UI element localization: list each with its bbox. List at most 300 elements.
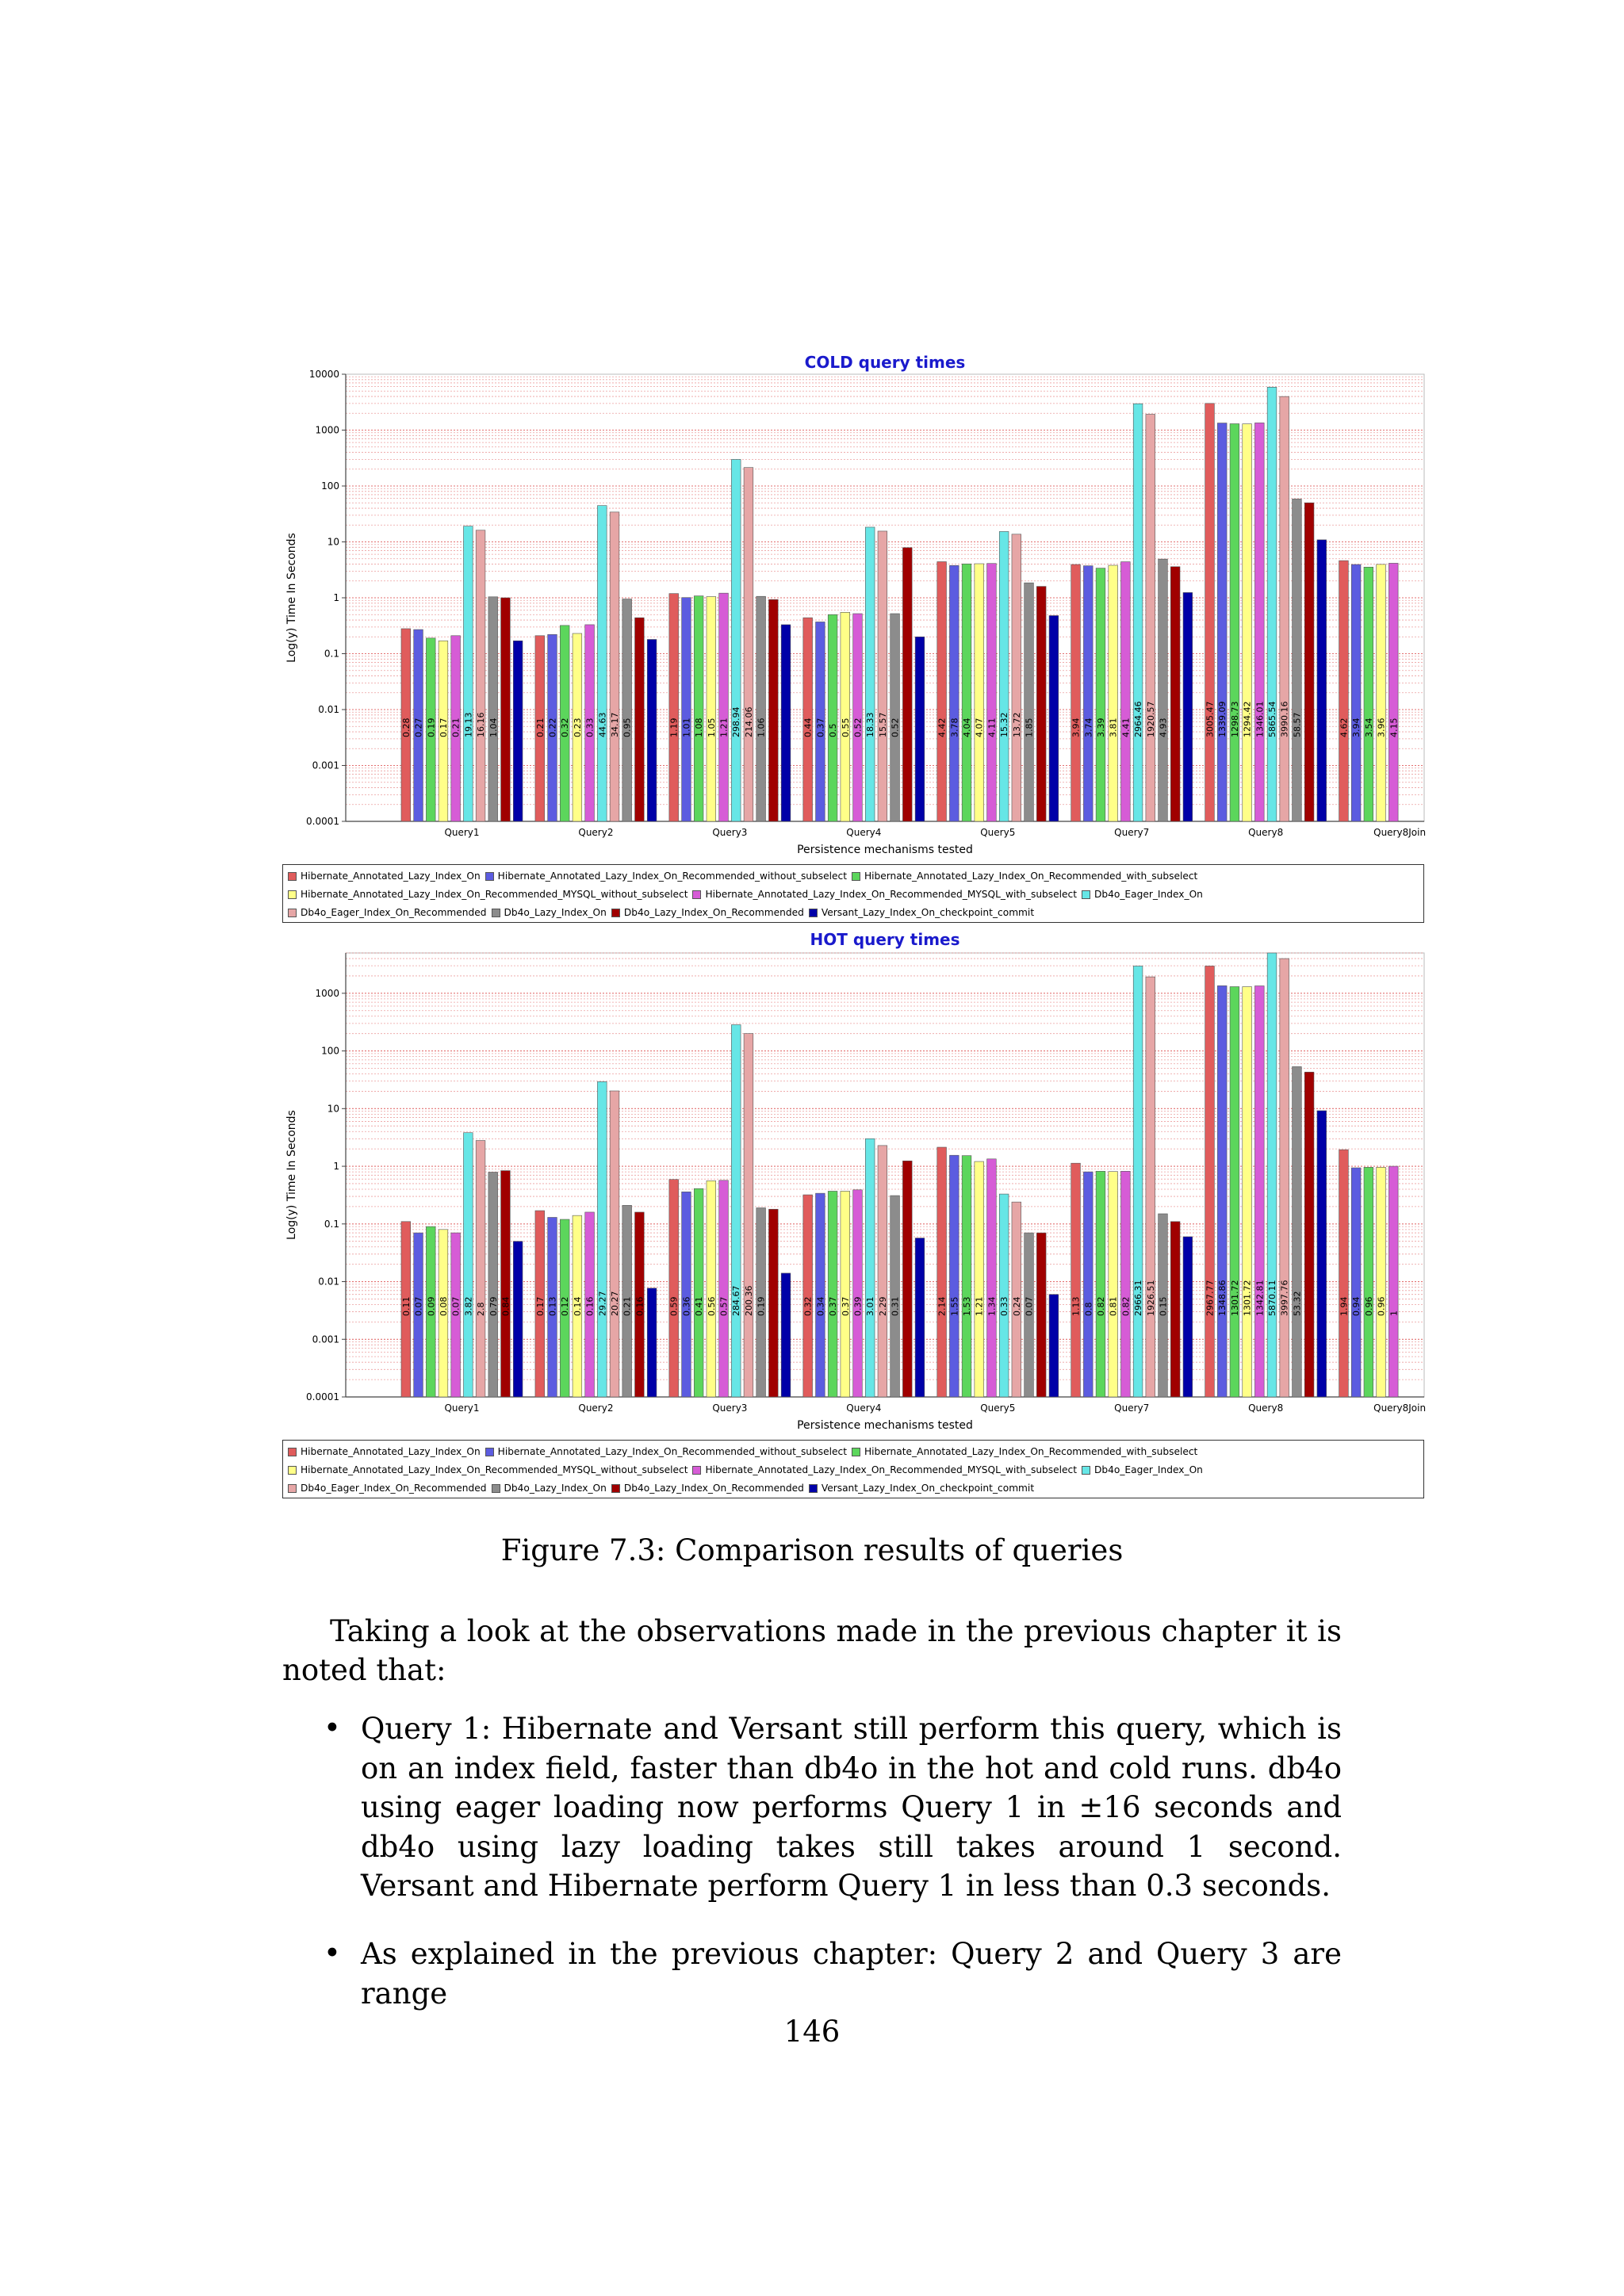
bar <box>1280 959 1289 1397</box>
legend-swatch <box>492 1484 500 1493</box>
data-label: 1339.09 <box>1217 701 1228 737</box>
bar <box>1364 567 1373 821</box>
y-tick-label: 10000 <box>308 369 339 380</box>
legend-label: Db4o_Lazy_Index_On_Recommended <box>623 907 804 918</box>
data-label: 0.59 <box>668 1296 680 1316</box>
data-label: 0.08 <box>438 1296 449 1316</box>
y-tick-label: 1000 <box>315 987 339 999</box>
bar <box>707 597 716 821</box>
bar <box>669 594 679 821</box>
legend-label: Db4o_Eager_Index_On <box>1094 889 1203 900</box>
data-label: 0.21 <box>622 1296 633 1316</box>
data-label: 2964.46 <box>1133 701 1144 737</box>
data-label: 0.94 <box>1351 1296 1362 1316</box>
data-label: 0.07 <box>1024 1296 1035 1316</box>
data-label: 0.14 <box>572 1296 583 1316</box>
data-label: 0.5 <box>828 723 839 737</box>
legend-item <box>809 1479 1034 1498</box>
data-label: 0.37 <box>840 1296 851 1316</box>
bar <box>1096 1171 1105 1397</box>
bar <box>1183 1237 1193 1397</box>
bar <box>841 612 850 821</box>
data-label: 3.81 <box>1108 718 1119 737</box>
data-label: 1.13 <box>1071 1296 1082 1316</box>
legend-label: Hibernate_Annotated_Lazy_Index_On_Recommended_MYSQL_with_subselect <box>705 1464 1077 1475</box>
bar <box>962 564 971 821</box>
data-label: 19.13 <box>463 712 474 737</box>
y-tick-label: 0.1 <box>324 648 339 660</box>
bar <box>719 593 729 821</box>
legend-label: Db4o_Eager_Index_On_Recommended <box>301 907 487 918</box>
legend-swatch <box>692 890 701 899</box>
bar <box>1159 559 1168 821</box>
legend-swatch <box>809 1484 818 1493</box>
bar <box>1121 1171 1131 1397</box>
data-label: 0.15 <box>1158 1296 1169 1316</box>
legend-row <box>288 1443 1419 1461</box>
bar <box>1121 562 1131 821</box>
data-label: 214.06 <box>743 706 754 737</box>
legend-label: Hibernate_Annotated_Lazy_Index_On_Recommended_with_subselect <box>864 1446 1198 1457</box>
data-label: 1301.72 <box>1229 1280 1240 1316</box>
bar <box>1183 592 1193 821</box>
x-tick-label: Query4 <box>846 1402 882 1414</box>
legend-label: Versant_Lazy_Index_On_checkpoint_commit <box>821 907 1035 918</box>
data-label: 4.11 <box>986 718 998 737</box>
legend-swatch <box>288 890 297 899</box>
bar <box>803 1195 813 1397</box>
cold-chart-legend <box>282 864 1424 923</box>
legend-swatch <box>288 909 297 917</box>
legend-swatch <box>485 872 494 881</box>
x-tick-label: Query4 <box>846 827 882 838</box>
bar <box>1243 987 1252 1397</box>
bar <box>682 598 691 821</box>
bar <box>635 618 645 821</box>
data-label: 1.21 <box>974 1296 985 1316</box>
data-label: 200.36 <box>743 1285 754 1316</box>
page-number: 146 <box>783 2015 841 2049</box>
bar <box>464 526 473 821</box>
data-label: 1.05 <box>706 718 717 737</box>
data-label: 3.54 <box>1363 718 1374 737</box>
data-label: 0.52 <box>852 718 864 737</box>
y-tick-label: 100 <box>321 480 339 492</box>
chart-title: COLD query times <box>804 353 966 372</box>
legend-item <box>1082 1461 1203 1479</box>
bar <box>1071 1163 1081 1397</box>
bar <box>513 641 523 821</box>
data-label: 0.32 <box>802 1296 814 1316</box>
bar <box>1217 423 1227 821</box>
cold-chart <box>278 349 1427 928</box>
data-label: 44.63 <box>597 712 608 737</box>
data-label: 3.01 <box>865 1296 876 1316</box>
bar <box>476 1141 485 1397</box>
bar <box>464 1133 473 1397</box>
body-paragraph: Taking a look at the observations made in the previous chapter it is noted that: <box>282 1614 1342 1687</box>
data-label: 0.95 <box>622 718 633 737</box>
bar <box>1317 1111 1327 1397</box>
data-label: 0.21 <box>450 718 462 737</box>
data-label: 0.34 <box>815 1296 826 1316</box>
data-label: 5865.54 <box>1267 701 1278 737</box>
bar <box>1317 540 1327 821</box>
data-label: 0.44 <box>802 718 814 737</box>
data-label: 0.37 <box>815 718 826 737</box>
legend-label: Hibernate_Annotated_Lazy_Index_On_Recommended_MYSQL_with_subselect <box>705 889 1077 900</box>
y-tick-label: 1000 <box>315 424 339 436</box>
bar <box>853 614 863 821</box>
legend-label: Versant_Lazy_Index_On_checkpoint_commit <box>821 1483 1035 1494</box>
chart-title: HOT query times <box>810 930 960 949</box>
bar <box>707 1181 716 1397</box>
data-label: 0.27 <box>413 718 424 737</box>
data-label: 1294.42 <box>1242 701 1253 737</box>
bar <box>1036 1233 1046 1397</box>
data-label: 1.21 <box>718 718 730 737</box>
legend-label: Hibernate_Annotated_Lazy_Index_On_Recommended_without_subselect <box>497 871 847 882</box>
legend-swatch <box>288 1448 297 1456</box>
x-tick-label: Query2 <box>578 1402 614 1414</box>
bar <box>975 564 984 821</box>
data-label: 1.01 <box>681 718 692 737</box>
x-tick-label: Query1 <box>444 1402 480 1414</box>
legend-row <box>288 1479 1419 1498</box>
bar <box>1083 566 1093 821</box>
data-label: 0.57 <box>718 1296 730 1316</box>
legend-item <box>288 904 487 922</box>
data-label: 3.94 <box>1071 718 1082 737</box>
legend-swatch <box>1082 1466 1090 1475</box>
bar <box>1083 1172 1093 1397</box>
data-label: 1 <box>1388 1311 1400 1316</box>
bar <box>1109 565 1118 821</box>
data-label: 0.12 <box>560 1296 571 1316</box>
bar <box>999 1194 1009 1397</box>
bar <box>841 1191 850 1397</box>
x-tick-label: Query8 <box>1248 827 1284 838</box>
bar <box>828 1191 837 1397</box>
data-label: 1298.73 <box>1229 701 1240 737</box>
data-label: 0.07 <box>450 1296 462 1316</box>
bar <box>999 531 1009 821</box>
legend-label: Db4o_Lazy_Index_On <box>504 907 607 918</box>
legend-item <box>692 1461 1077 1479</box>
legend-row <box>288 867 1419 886</box>
data-label: 4.04 <box>962 718 973 737</box>
data-label: 15.32 <box>999 712 1010 737</box>
legend-label: Db4o_Lazy_Index_On_Recommended <box>623 1483 804 1494</box>
bar <box>610 512 619 821</box>
legend-row <box>288 1461 1419 1479</box>
bar <box>1293 1066 1302 1397</box>
bar <box>768 599 778 821</box>
data-label: 1920.57 <box>1145 701 1156 737</box>
bar <box>1205 404 1215 821</box>
cold-chart-plot <box>278 349 1427 928</box>
bar <box>1243 424 1252 821</box>
y-tick-label: 0.001 <box>312 760 339 771</box>
data-label: 0.19 <box>426 718 437 737</box>
bar <box>669 1180 679 1397</box>
data-label: 4.62 <box>1339 718 1350 737</box>
legend-swatch <box>852 1448 860 1456</box>
data-label: 3.78 <box>949 718 960 737</box>
bar <box>1170 1222 1180 1397</box>
bar <box>744 468 753 821</box>
data-label: 5870.11 <box>1267 1280 1278 1316</box>
bar <box>949 1155 959 1397</box>
bar <box>488 1172 498 1397</box>
bar <box>1304 1072 1314 1397</box>
data-label: 1.34 <box>986 1296 998 1316</box>
legend-label: Hibernate_Annotated_Lazy_Index_On_Recommended_MYSQL_without_subselect <box>301 889 688 900</box>
legend-item <box>288 1443 481 1461</box>
bar <box>902 1161 912 1397</box>
data-label: 20.27 <box>609 1291 620 1316</box>
bar <box>781 625 791 821</box>
bar <box>597 506 607 821</box>
legend-item <box>492 1479 607 1498</box>
data-label: 1.04 <box>488 718 499 737</box>
x-tick-label: Query7 <box>1114 827 1150 838</box>
legend-item <box>485 867 847 886</box>
data-label: 2.8 <box>476 1302 487 1316</box>
hot-chart <box>278 926 1427 1502</box>
bar <box>610 1091 619 1397</box>
legend-swatch <box>288 1484 297 1493</box>
legend-item <box>611 1479 804 1498</box>
legend-item <box>288 1479 487 1498</box>
bar <box>1109 1172 1118 1397</box>
data-label: 298.94 <box>731 706 742 737</box>
data-label: 0.36 <box>681 1296 692 1316</box>
data-label: 1.55 <box>949 1296 960 1316</box>
data-label: 0.79 <box>488 1296 499 1316</box>
data-label: 3997.76 <box>1279 1280 1290 1316</box>
bar <box>731 459 741 821</box>
x-tick-label: Query2 <box>578 827 614 838</box>
data-label: 0.23 <box>572 718 583 737</box>
data-label: 0.52 <box>890 718 901 737</box>
data-label: 0.17 <box>438 718 449 737</box>
figure-caption: Figure 7.3: Comparison results of queries <box>500 1533 1124 1567</box>
data-label: 0.22 <box>547 718 558 737</box>
legend-swatch <box>611 909 620 917</box>
bar <box>902 548 912 821</box>
x-tick-label: Query5 <box>980 1402 1016 1414</box>
data-label: 0.16 <box>584 1296 596 1316</box>
bullet-item: As explained in the previous chapter: Query 2 and Query 3 are range <box>361 1937 1342 2011</box>
data-label: 3990.16 <box>1279 701 1290 737</box>
y-tick-label: 0.0001 <box>306 1391 339 1402</box>
legend-swatch <box>809 909 818 917</box>
bar <box>853 1190 863 1397</box>
data-label: 4.07 <box>974 718 985 737</box>
legend-swatch <box>485 1448 494 1456</box>
legend-item <box>809 904 1034 922</box>
data-label: 3.39 <box>1095 718 1106 737</box>
bar <box>915 637 925 821</box>
bar <box>1364 1167 1373 1397</box>
x-tick-label: Query3 <box>712 1402 748 1414</box>
bar <box>1071 564 1081 821</box>
data-label: 0.17 <box>534 1296 546 1316</box>
data-label: 1.85 <box>1024 718 1035 737</box>
y-tick-label: 1 <box>333 1161 339 1173</box>
data-label: 4.15 <box>1388 718 1400 737</box>
bar <box>1304 503 1314 821</box>
bar <box>756 596 766 821</box>
bar <box>647 640 657 821</box>
data-label: 0.09 <box>426 1296 437 1316</box>
bar <box>937 1147 947 1397</box>
data-label: 0.13 <box>547 1296 558 1316</box>
bar <box>622 599 632 821</box>
bar <box>975 1161 984 1397</box>
data-label: 0.16 <box>634 1296 645 1316</box>
data-label: 53.32 <box>1292 1291 1303 1316</box>
legend-label: Hibernate_Annotated_Lazy_Index_On_Recommended_with_subselect <box>864 871 1198 882</box>
hot-chart-legend <box>282 1440 1424 1498</box>
bar <box>1096 568 1105 821</box>
bar <box>1133 966 1143 1397</box>
bar <box>501 1171 511 1397</box>
bar <box>1146 977 1155 1397</box>
x-tick-label: Query8Join <box>1373 1402 1427 1414</box>
data-label: 1.08 <box>694 718 705 737</box>
legend-item <box>288 1461 688 1479</box>
x-tick-label: Query3 <box>712 827 748 838</box>
bar <box>828 614 837 821</box>
y-axis-label: Log(y) Time In Seconds <box>285 533 298 663</box>
x-tick-label: Query8Join <box>1373 827 1427 838</box>
legend-item <box>611 904 804 922</box>
data-label: 4.42 <box>936 718 948 737</box>
x-tick-label: Query5 <box>980 827 1016 838</box>
data-label: 0.81 <box>1108 1296 1119 1316</box>
x-tick-label: Query1 <box>444 827 480 838</box>
legend-row <box>288 904 1419 922</box>
legend-row <box>288 886 1419 904</box>
legend-label: Hibernate_Annotated_Lazy_Index_On_Recommended_MYSQL_without_subselect <box>301 1464 688 1475</box>
bar <box>694 596 703 821</box>
bar <box>1280 396 1289 821</box>
data-label: 2.29 <box>877 1296 888 1316</box>
legend-swatch <box>852 872 860 881</box>
bullet-marker: • <box>324 1936 341 1970</box>
data-label: 0.8 <box>1083 1302 1094 1316</box>
bar <box>865 1138 875 1397</box>
bar <box>1267 953 1277 1397</box>
bar <box>1230 987 1239 1397</box>
data-label: 16.16 <box>476 712 487 737</box>
y-tick-label: 0.01 <box>318 704 339 715</box>
bar <box>1133 404 1143 821</box>
data-label: 15.57 <box>877 712 888 737</box>
y-tick-label: 1 <box>333 592 339 603</box>
hot-chart-plot <box>278 926 1427 1502</box>
bar <box>1205 966 1215 1397</box>
data-label: 2967.77 <box>1205 1280 1216 1316</box>
data-label: 18.33 <box>865 712 876 737</box>
bar <box>1351 1168 1361 1397</box>
bar <box>1377 564 1386 821</box>
legend-swatch <box>611 1484 620 1493</box>
data-label: 3.96 <box>1376 718 1387 737</box>
data-label: 4.41 <box>1120 718 1132 737</box>
bar <box>1254 423 1264 821</box>
data-label: 0.07 <box>413 1296 424 1316</box>
legend-item <box>492 904 607 922</box>
data-label: 0.21 <box>534 718 546 737</box>
bar <box>1339 561 1349 821</box>
data-label: 0.24 <box>1011 1296 1022 1316</box>
legend-item <box>288 867 481 886</box>
bar <box>1254 986 1264 1397</box>
bar <box>694 1188 703 1397</box>
bar <box>878 531 887 821</box>
bar <box>962 1156 971 1397</box>
bar <box>647 1288 657 1397</box>
y-tick-label: 0.01 <box>318 1276 339 1288</box>
data-label: 3.82 <box>463 1296 474 1316</box>
y-axis-label: Log(y) Time In Seconds <box>285 1110 298 1240</box>
legend-label: Db4o_Eager_Index_On_Recommended <box>301 1483 487 1494</box>
data-label: 2.14 <box>936 1296 948 1316</box>
legend-swatch <box>288 1466 297 1475</box>
data-label: 0.37 <box>828 1296 839 1316</box>
bar <box>1025 583 1034 821</box>
bar <box>1049 615 1059 821</box>
data-label: 0.32 <box>560 718 571 737</box>
bar <box>513 1242 523 1397</box>
bar <box>501 598 511 821</box>
x-tick-label: Query8 <box>1248 1402 1284 1414</box>
bar <box>987 564 997 821</box>
legend-item <box>852 1443 1197 1461</box>
bar <box>937 561 947 821</box>
data-label: 0.19 <box>756 1296 767 1316</box>
bar <box>476 530 485 821</box>
data-label: 284.67 <box>731 1285 742 1316</box>
bar <box>915 1238 925 1397</box>
data-label: 0.96 <box>1376 1296 1387 1316</box>
bar <box>865 527 875 821</box>
data-label: 0.28 <box>400 718 412 737</box>
data-label: 29.27 <box>597 1291 608 1316</box>
data-label: 0.31 <box>890 1296 901 1316</box>
data-label: 0.96 <box>1363 1296 1374 1316</box>
legend-label: Hibernate_Annotated_Lazy_Index_On <box>301 1446 481 1457</box>
bar <box>1267 387 1277 821</box>
data-label: 1.06 <box>756 718 767 737</box>
y-tick-label: 0.0001 <box>306 816 339 827</box>
data-label: 1.53 <box>962 1296 973 1316</box>
data-label: 1301.72 <box>1242 1280 1253 1316</box>
y-tick-label: 10 <box>327 536 339 548</box>
data-label: 1348.86 <box>1217 1280 1228 1316</box>
bullet-item: Query 1: Hibernate and Versant still perform this query, which is on an index field, faster than db4o in the hot and cold runs. db4o using eager loading now performs Query 1 in ±16 seconds and db4o using lazy loading takes still takes around 1 second. Versant and Hibernate perform Query 1 in less than 0.3 seconds. <box>361 1712 1342 1903</box>
bar <box>891 1196 900 1397</box>
y-tick-label: 0.1 <box>324 1218 339 1230</box>
bar <box>488 597 498 821</box>
bar <box>1049 1295 1059 1397</box>
y-tick-label: 0.001 <box>312 1334 339 1345</box>
x-tick-label: Query7 <box>1114 1402 1150 1414</box>
data-label: 4.93 <box>1158 718 1169 737</box>
